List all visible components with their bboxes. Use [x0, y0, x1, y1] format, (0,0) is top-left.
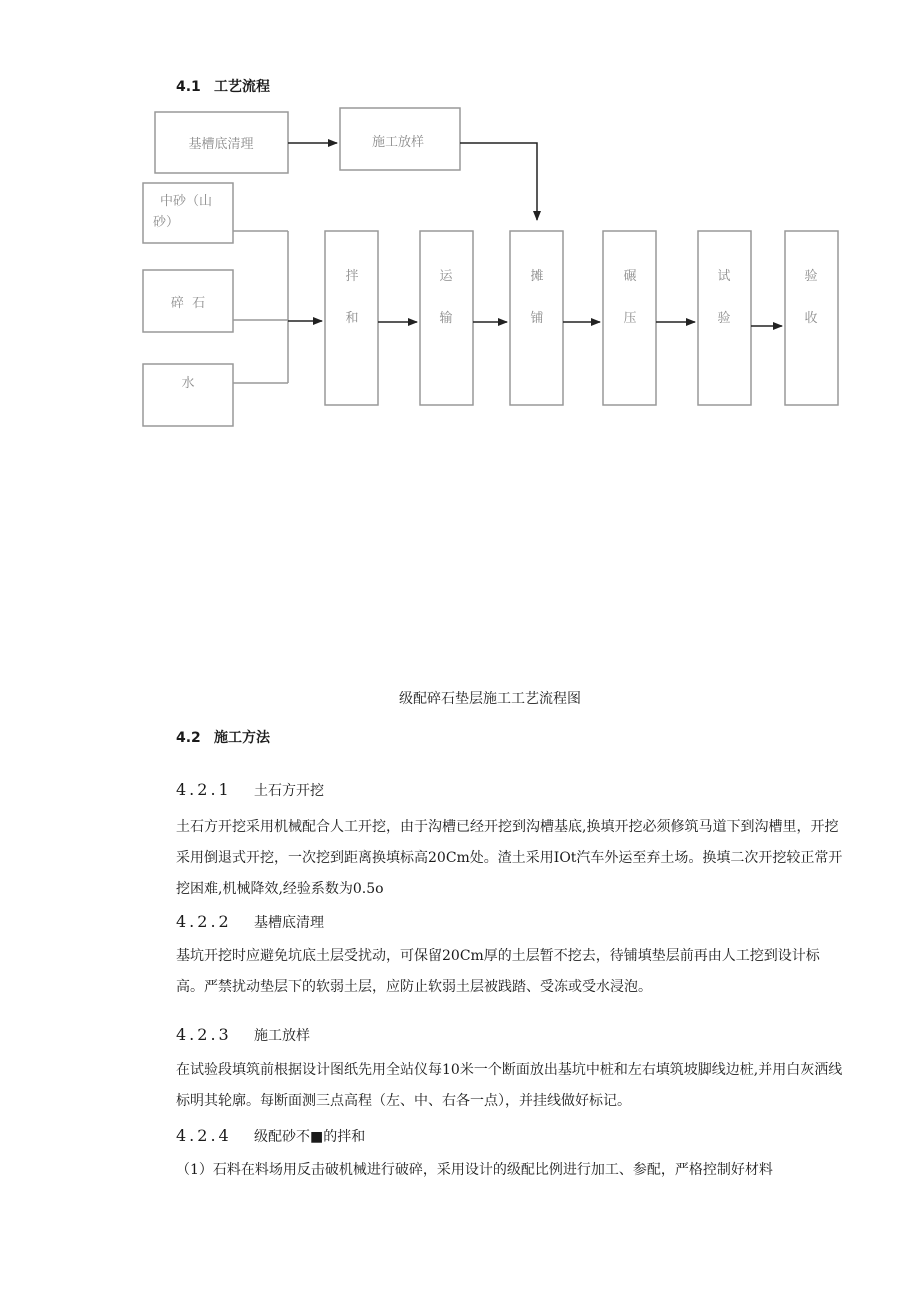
- flow-step-mixing-label-2: 和: [345, 311, 359, 326]
- paragraph-foundation-cleaning: 基坑开挖时应避免坑底土层受扰动，可保留20Cm厚的土层暂不挖去，待铺填垫层前再由人工挖到设计标高。严禁扰动垫层下的软弱土层，应防止软弱土层被践踏、受冻或受水浸泡。: [176, 948, 820, 995]
- figure-caption: 级配碎石垫层施工工艺流程图: [399, 691, 581, 707]
- paragraph-layout: 在试验段填筑前根据设计图纸先用全站仪每10米一个断面放出基坑中桩和左右填筑坡脚线边桩,并用白灰洒线标明其轮廓。每断面测三点高程（左、中、右各一点），并挂线做好标记。: [176, 1062, 843, 1109]
- flow-step-compaction-label-1: 碾: [623, 269, 637, 284]
- flow-box-layout-label: 施工放样: [371, 135, 425, 150]
- subsection-number: 4.2.2: [176, 912, 232, 931]
- subsection-title: 施工放样: [254, 1028, 310, 1044]
- subsection-title: 基槽底清理: [254, 915, 324, 931]
- subsection-heading-4-2-1: [176, 780, 324, 800]
- flow-box-water: [143, 364, 233, 426]
- section-number: 4.2: [176, 730, 201, 746]
- flow-step-spreading-label-1: 摊: [530, 269, 544, 284]
- subsection-title: 级配砂不■的拌和: [254, 1129, 366, 1145]
- subsection-heading-4-2-3: [176, 1025, 310, 1045]
- subsection-number: 4.2.3: [176, 1025, 232, 1044]
- flow-step-acceptance-label-1: 验: [804, 269, 818, 284]
- section-title: 施工方法: [214, 730, 270, 746]
- subsection-heading-4-2-2: [176, 912, 324, 932]
- section-number: 4.1: [176, 79, 201, 95]
- subsection-number: 4.2.1: [176, 780, 232, 799]
- section-heading-4-2: [176, 727, 270, 747]
- section-title: 工艺流程: [214, 79, 270, 95]
- flow-box-foundation-cleaning-label: 基槽底清理: [188, 137, 254, 152]
- flow-box-crushed-stone-label: 碎 石: [170, 296, 206, 311]
- flow-step-transport-label-1: 运: [439, 269, 453, 284]
- flow-step-compaction-label-2: 压: [623, 311, 637, 326]
- arrow-layout-to-spreading: [460, 143, 537, 220]
- paragraph-excavation: 土石方开挖采用机械配合人工开挖，由于沟槽已经开挖到沟槽基底,换填开挖必须修筑马道下到沟槽里，开挖采用倒退式开挖，一次挖到距离换填标高20Cm处。渣土采用IOt汽车外运至弃土场。换填二次开挖较正常开挖困难,机械降效,经验系数为0.5o: [176, 819, 843, 897]
- flow-step-transport-label-2: 输: [439, 311, 453, 326]
- flow-box-medium-sand: [143, 183, 233, 243]
- process-flow-chart: [0, 0, 920, 440]
- paragraph-mixing: （1）石料在料场用反击破机械进行破碎，采用设计的级配比例进行加工、参配，严格控制好材料: [176, 1162, 773, 1178]
- subsection-heading-4-2-4: [176, 1126, 365, 1146]
- flow-box-water-label: 水: [181, 376, 195, 391]
- flow-step-testing-label-2: 验: [717, 311, 731, 326]
- subsection-title: 土石方开挖: [254, 783, 324, 799]
- flow-step-mixing-label-1: 拌: [345, 269, 359, 284]
- flow-box-medium-sand-label-1: 中砂（山: [159, 194, 213, 209]
- flow-box-medium-sand-label-2: 砂）: [152, 215, 180, 230]
- flow-step-acceptance-label-2: 收: [804, 311, 818, 326]
- flow-step-spreading-label-2: 铺: [530, 311, 544, 326]
- flow-step-testing-label-1: 试: [717, 269, 731, 284]
- subsection-number: 4.2.4: [176, 1126, 232, 1145]
